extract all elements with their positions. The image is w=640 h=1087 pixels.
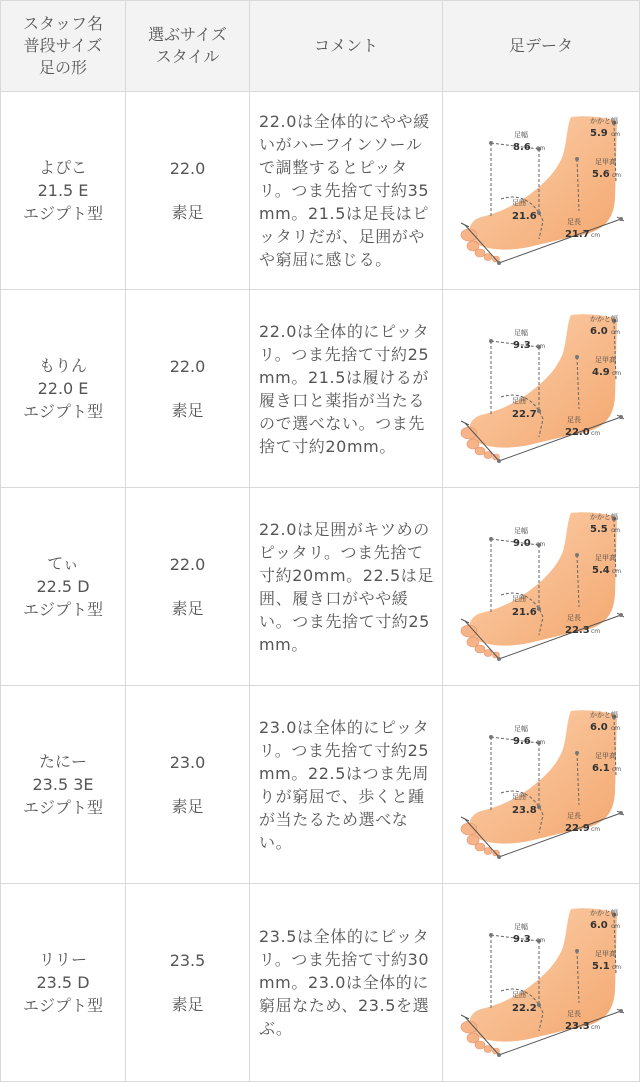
- foot-length-value: 21.7: [564, 229, 590, 240]
- foot-data-cell: [443, 884, 640, 1082]
- header-foot-data: 足データ: [443, 1, 640, 92]
- usual-size: 21.5 E: [37, 181, 89, 200]
- foot-shape: エジプト型: [22, 996, 103, 1015]
- foot-width-value: 9.3: [512, 934, 531, 945]
- foot-length-label: 足長: [566, 614, 581, 622]
- foot-shape: エジプト型: [22, 600, 103, 619]
- foot-girth-value: 21.6: [511, 211, 537, 222]
- header-size-line: スタイル: [155, 47, 220, 66]
- chosen-size: 22.0: [169, 158, 206, 178]
- foot-width-label: 足幅: [513, 725, 528, 733]
- foot-width-label: 足幅: [513, 527, 528, 535]
- foot-width-value: 9.0: [512, 538, 531, 549]
- instep-height-label: 足甲高: [594, 752, 616, 760]
- heel-width-unit: cm: [610, 131, 620, 138]
- heel-width-label: かかと幅: [589, 513, 618, 521]
- size-cell: [126, 884, 250, 1082]
- heel-width-unit: cm: [610, 527, 620, 534]
- heel-width-value: 6.0: [589, 722, 608, 733]
- foot-length-label: 足長: [566, 1010, 581, 1018]
- heel-width-value: 5.9: [589, 128, 608, 139]
- usual-size: 23.5 3E: [32, 775, 94, 794]
- foot-shape: エジプト型: [22, 204, 103, 223]
- chosen-size: 23.5: [169, 950, 206, 970]
- foot-width-unit: cm: [535, 343, 545, 350]
- heel-width-value: 6.0: [589, 326, 608, 337]
- foot-girth-label: 足囲: [511, 991, 526, 999]
- foot-length-unit: cm: [590, 1024, 600, 1031]
- staff-name: もりん: [38, 356, 87, 375]
- staff-cell: [1, 884, 126, 1082]
- instep-height-unit: cm: [611, 370, 621, 377]
- size-cell: [126, 686, 250, 884]
- style-value: 素足: [171, 796, 204, 816]
- style-value: 素足: [171, 202, 204, 222]
- foot-length-value: 22.0: [564, 427, 590, 438]
- heel-width-unit: cm: [610, 329, 620, 336]
- foot-length-label: 足長: [566, 416, 581, 424]
- header-staff-line: 普段サイズ: [23, 36, 103, 55]
- foot-diagram: [459, 905, 624, 1060]
- staff-cell: [1, 686, 126, 884]
- style-value: 素足: [171, 598, 204, 618]
- instep-height-unit: cm: [611, 172, 621, 179]
- foot-diagram: [459, 311, 624, 466]
- foot-shape: エジプト型: [22, 402, 103, 421]
- foot-width-label: 足幅: [513, 329, 528, 337]
- instep-height-unit: cm: [611, 568, 621, 575]
- heel-width-unit: cm: [610, 923, 620, 930]
- style-value: 素足: [171, 400, 204, 420]
- size-cell: [126, 290, 250, 488]
- table-row: [1, 92, 640, 290]
- comment-cell: 22.0は全体的にピッタリ。つま先捨て寸約25mm。21.5は履けるが履き口と薬指が当たるので選べない。つま先捨て寸約20mm。: [250, 290, 443, 488]
- foot-girth-label: 足囲: [511, 199, 526, 207]
- foot-girth-value: 22.2: [511, 1003, 537, 1014]
- instep-height-value: 4.9: [591, 367, 610, 378]
- heel-width-value: 5.5: [589, 524, 608, 535]
- chosen-size: 22.0: [169, 356, 206, 376]
- foot-girth-value: 21.6: [511, 607, 537, 618]
- foot-length-unit: cm: [590, 628, 600, 635]
- foot-girth-label: 足囲: [511, 595, 526, 603]
- foot-diagram: [459, 113, 624, 268]
- header-comment: コメント: [250, 1, 443, 92]
- table-row: [1, 884, 640, 1082]
- foot-length-label: 足長: [566, 218, 581, 226]
- header-staff: [1, 1, 126, 92]
- foot-width-value: 9.3: [512, 340, 531, 351]
- staff-cell: [1, 488, 126, 686]
- foot-width-unit: cm: [535, 541, 545, 548]
- foot-length-unit: cm: [590, 430, 600, 437]
- heel-width-label: かかと幅: [589, 909, 618, 917]
- heel-width-unit: cm: [610, 725, 620, 732]
- heel-width-label: かかと幅: [589, 117, 618, 125]
- foot-length-unit: cm: [590, 826, 600, 833]
- instep-height-unit: cm: [611, 766, 621, 773]
- foot-girth-label: 足囲: [511, 793, 526, 801]
- instep-height-value: 5.4: [591, 565, 610, 576]
- style-value: 素足: [171, 994, 204, 1014]
- instep-height-value: 5.1: [591, 961, 610, 972]
- instep-height-label: 足甲高: [594, 950, 616, 958]
- comment-cell: 23.0は全体的にピッタリ。つま先捨て寸約25mm。22.5はつま先周りが窮屈で、歩くと踵が当たるため選べない。: [250, 686, 443, 884]
- foot-length-value: 23.3: [564, 1021, 590, 1032]
- heel-width-label: かかと幅: [589, 711, 618, 719]
- foot-length-label: 足長: [566, 812, 581, 820]
- header-size: [126, 1, 250, 92]
- foot-width-label: 足幅: [513, 923, 528, 931]
- foot-girth-value: 23.8: [511, 805, 537, 816]
- chosen-size: 23.0: [169, 752, 206, 772]
- staff-name: てぃ: [47, 554, 79, 573]
- staff-name: よぴこ: [38, 158, 87, 177]
- heel-width-label: かかと幅: [589, 315, 618, 323]
- foot-shape: エジプト型: [22, 798, 103, 817]
- table-row: [1, 488, 640, 686]
- foot-width-unit: cm: [535, 739, 545, 746]
- comment-cell: 23.5は全体的にピッタリ。つま先捨て寸約30mm。23.0は全体的に窮屈なため、23.5を選ぶ。: [250, 884, 443, 1082]
- instep-height-unit: cm: [611, 964, 621, 971]
- foot-width-value: 9.6: [512, 736, 531, 747]
- instep-height-label: 足甲高: [594, 554, 616, 562]
- foot-diagram: [459, 707, 624, 862]
- instep-height-value: 5.6: [591, 169, 610, 180]
- header-size-line: 選ぶサイズ: [148, 25, 227, 44]
- usual-size: 22.0 E: [37, 379, 89, 398]
- staff-cell: [1, 92, 126, 290]
- usual-size: 23.5 D: [36, 973, 90, 992]
- chosen-size: 22.0: [169, 554, 206, 574]
- instep-height-label: 足甲高: [594, 158, 616, 166]
- table-row: [1, 290, 640, 488]
- foot-length-value: 22.3: [564, 625, 590, 636]
- foot-data-cell: [443, 488, 640, 686]
- foot-width-unit: cm: [535, 145, 545, 152]
- staff-cell: [1, 290, 126, 488]
- foot-data-cell: [443, 92, 640, 290]
- foot-width-value: 8.6: [512, 142, 531, 153]
- header-staff-line: 足の形: [38, 58, 87, 77]
- table-row: [1, 686, 640, 884]
- foot-diagram: [459, 509, 624, 664]
- size-cell: [126, 92, 250, 290]
- instep-height-value: 6.1: [591, 763, 610, 774]
- usual-size: 22.5 D: [36, 577, 90, 596]
- foot-length-value: 22.9: [564, 823, 590, 834]
- instep-height-label: 足甲高: [594, 356, 616, 364]
- staff-name: リリー: [38, 950, 87, 969]
- heel-width-value: 6.0: [589, 920, 608, 931]
- staff-name: たにー: [38, 752, 87, 771]
- foot-width-unit: cm: [535, 937, 545, 944]
- foot-girth-value: 22.7: [511, 409, 537, 420]
- foot-data-cell: [443, 290, 640, 488]
- foot-girth-label: 足囲: [511, 397, 526, 405]
- table-header-row: [1, 1, 640, 92]
- header-staff-line: スタッフ名: [22, 14, 103, 33]
- foot-data-cell: [443, 686, 640, 884]
- size-cell: [126, 488, 250, 686]
- foot-width-label: 足幅: [513, 131, 528, 139]
- comment-cell: 22.0は全体的にやや緩いがハーフインソールで調整するとピッタリ。つま先捨て寸約35mm。21.5は足長はピッタリだが、足囲がやや窮屈に感じる。: [250, 92, 443, 290]
- comment-cell: 22.0は足囲がキツめのピッタリ。つま先捨て寸約20mm。22.5は足囲、履き口がやや緩い。つま先捨て寸約25mm。: [250, 488, 443, 686]
- foot-length-unit: cm: [590, 232, 600, 239]
